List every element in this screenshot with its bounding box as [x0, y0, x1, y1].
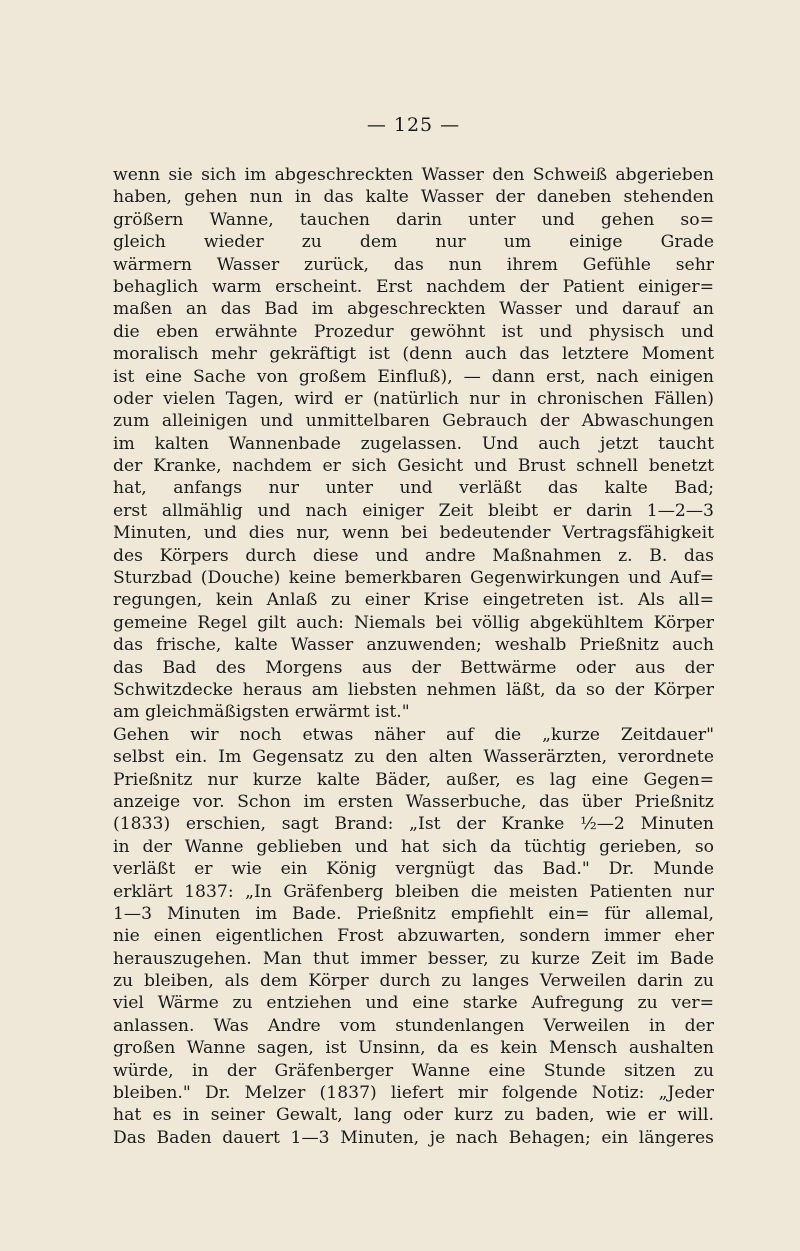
text-line: gemeine Regel gilt auch: Niemals bei völlig abgekühltem Körper	[113, 612, 714, 633]
text-line: oder vielen Tagen, wird er (natürlich nur in chronischen Fällen)	[113, 388, 714, 409]
text-line: größern Wanne, tauchen darin unter und gehen so=	[113, 209, 714, 230]
text-line: viel Wärme zu entziehen und eine starke Aufregung zu ver=	[113, 993, 714, 1014]
text-line: herauszugehen. Man thut immer besser, zu kurze Zeit im Bade	[113, 948, 714, 969]
text-line: würde, in der Gräfenberger Wanne eine Stunde sitzen zu	[113, 1060, 714, 1081]
text-line: Minuten, und dies nur, wenn bei bedeutender Vertragsfähigkeit	[113, 523, 714, 544]
text-line: maßen an das Bad im abgeschreckten Wasser und darauf an	[113, 299, 714, 320]
text-line: das Bad des Morgens aus der Bettwärme oder aus der	[113, 657, 714, 678]
text-line: großen Wanne sagen, ist Unsinn, da es kein Mensch aushalten	[113, 1038, 714, 1059]
text-line: am gleichmäßigsten erwärmt ist."	[113, 702, 410, 723]
text-line: hat, anfangs nur unter und verläßt das kalte Bad;	[113, 478, 714, 499]
text-line: selbst ein. Im Gegensatz zu den alten Wasserärzten, verordnete	[113, 747, 714, 768]
text-line: die eben erwähnte Prozedur gewöhnt ist und physisch und	[113, 321, 714, 342]
text-line: behaglich warm erscheint. Erst nachdem der Patient einiger=	[113, 276, 714, 297]
text-line: (1833) erschien, sagt Brand: „Ist der Kranke ½—2 Minuten	[113, 814, 714, 835]
text-line: hat es in seiner Gewalt, lang oder kurz zu baden, wie er will.	[113, 1105, 714, 1126]
text-line: im kalten Wannenbade zugelassen. Und auch jetzt taucht	[113, 433, 714, 454]
text-line: nie einen eigentlichen Frost abzuwarten, sondern immer eher	[113, 926, 714, 947]
text-line: regungen, kein Anlaß zu einer Krise eingetreten ist. Als all=	[113, 590, 714, 611]
text-line: erklärt 1837: „In Gräfenberg bleiben die meisten Patienten nur	[113, 881, 714, 902]
text-line: ist eine Sache von großem Einfluß), — dann erst, nach einigen	[113, 366, 714, 387]
text-line: zu bleiben, als dem Körper durch zu langes Verweilen darin zu	[113, 971, 714, 992]
text-line: Das Baden dauert 1—3 Minuten, je nach Behagen; ein längeres	[113, 1127, 714, 1148]
text-line: anzeige vor. Schon im ersten Wasserbuche, das über Prießnitz	[113, 791, 714, 812]
page-number: — 125 —	[366, 114, 461, 136]
text-line: Prießnitz nur kurze kalte Bäder, außer, es lag eine Gegen=	[113, 769, 714, 790]
body-text	[113, 164, 714, 1149]
text-line: der Kranke, nachdem er sich Gesicht und Brust schnell benetzt	[113, 456, 714, 477]
text-line: haben, gehen nun in das kalte Wasser der daneben stehenden	[113, 187, 714, 208]
text-line: gleich wieder zu dem nur um einige Grade	[113, 232, 714, 253]
text-line: verläßt er wie ein König vergnügt das Bad." Dr. Munde	[113, 859, 714, 880]
text-line: des Körpers durch diese und andre Maßnahmen z. B. das	[113, 545, 714, 566]
text-line: wenn sie sich im abgeschreckten Wasser den Schweiß abgerieben	[113, 165, 714, 185]
text-line: erst allmählig und nach einiger Zeit bleibt er darin 1—2—3	[113, 500, 714, 521]
text-line: Schwitzdecke heraus am liebsten nehmen läßt, da so der Körper	[113, 679, 714, 700]
text-line: anlassen. Was Andre vom stundenlangen Verweilen in der	[113, 1015, 714, 1036]
text-line: Sturzbad (Douche) keine bemerkbaren Gegenwirkungen und Auf=	[113, 568, 714, 589]
text-line: bleiben." Dr. Melzer (1837) liefert mir folgende Notiz: „Jeder	[113, 1083, 714, 1104]
text-line: moralisch mehr gekräftigt ist (denn auch das letztere Moment	[113, 344, 714, 365]
text-line: das frische, kalte Wasser anzuwenden; weshalb Prießnitz auch	[113, 635, 714, 656]
text-line: wärmern Wasser zurück, das nun ihrem Gefühle sehr	[113, 254, 714, 275]
text-line: 1—3 Minuten im Bade. Prießnitz empfiehlt ein= für allemal,	[113, 903, 714, 924]
text-line: Gehen wir noch etwas näher auf die „kurze Zeitdauer"	[113, 724, 714, 745]
text-line: zum alleinigen und unmittelbaren Gebrauch der Abwaschungen	[113, 411, 714, 432]
text-line: in der Wanne geblieben und hat sich da tüchtig gerieben, so	[113, 836, 714, 857]
